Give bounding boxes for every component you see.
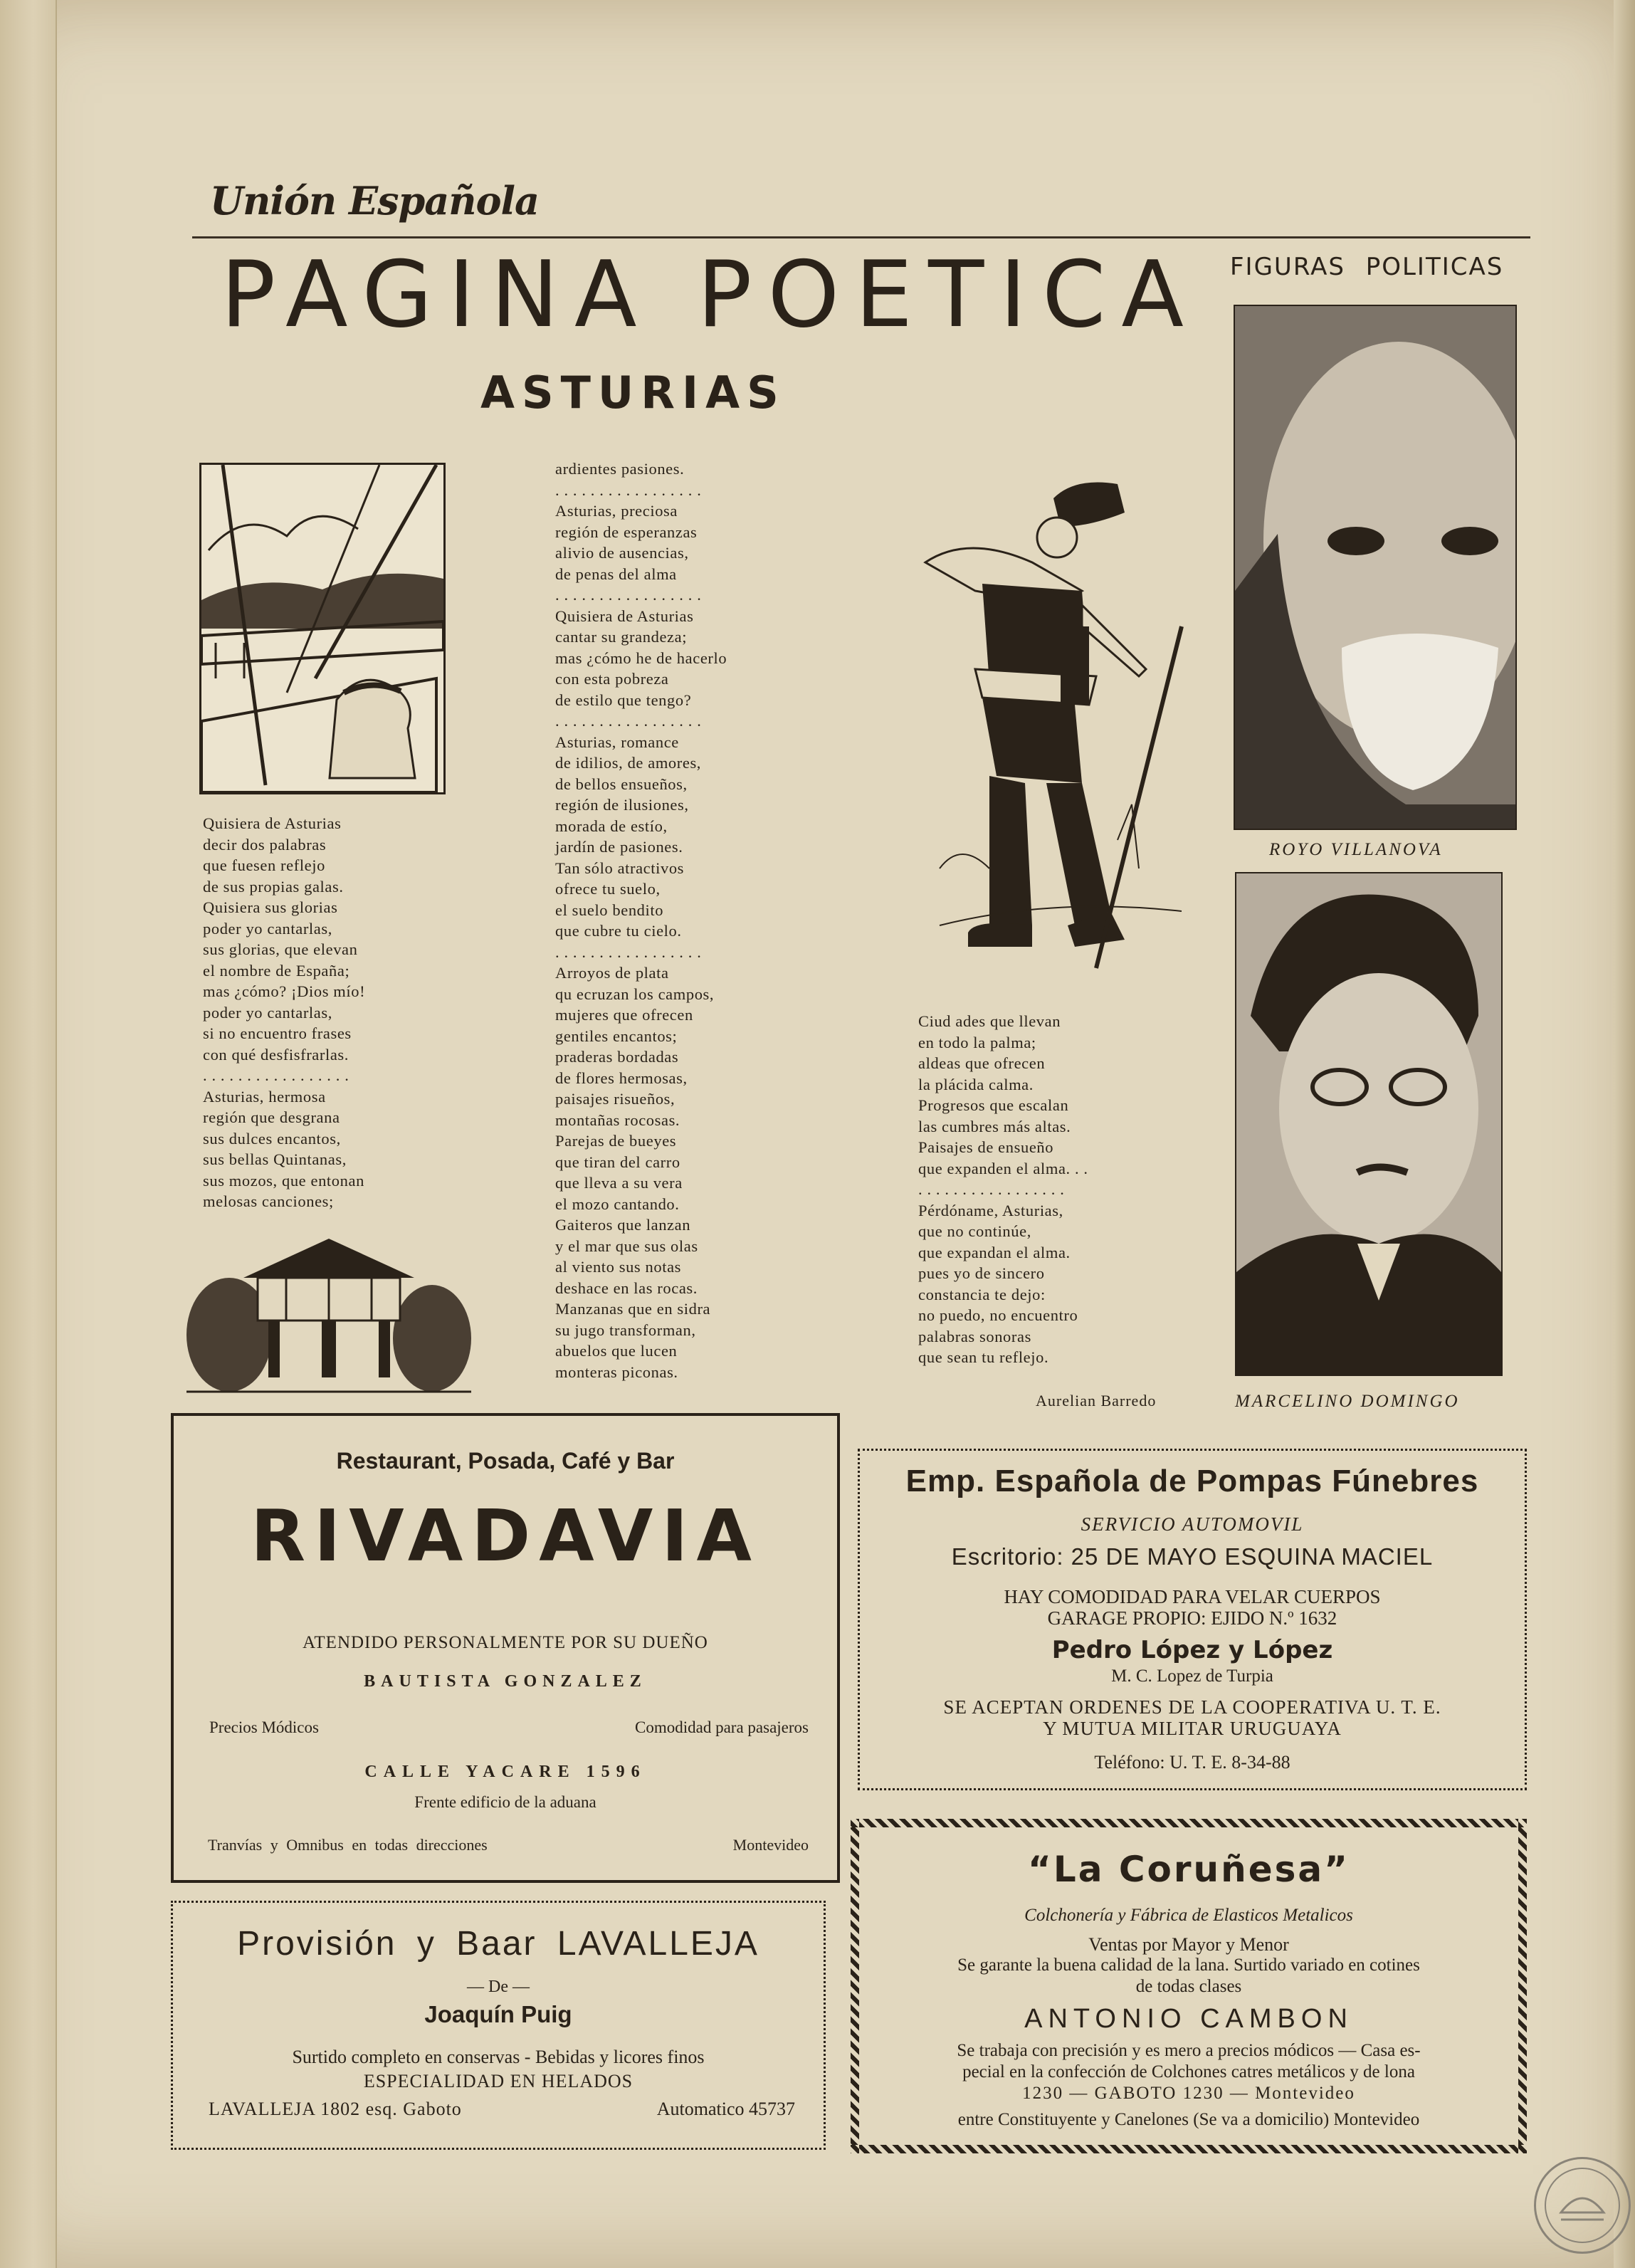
header-rule [192,236,1530,238]
ad-lavalleja [171,1901,826,2150]
side-heading: FIGURAS POLITICAS [1230,253,1504,281]
ad-rivadavia [171,1413,840,1883]
binding-spine [0,0,57,2268]
page-edge [1614,0,1635,2268]
caption-royo-villanova: ROYO VILLANOVA [1269,840,1443,859]
rivadavia-address: CALLE YACARE 1596 [364,1763,646,1781]
ad-pompas-funebres [858,1449,1527,1790]
pompas-title: Emp. Española de Pompas Fúnebres [905,1464,1479,1498]
portrait-2-image [1236,873,1501,1375]
piper-drawing [911,470,1196,982]
corunesa-line5: pecial en la confección de Colchones catres metálicos y de lona [962,2062,1415,2081]
poem-column-1: Quisiera de Asturias decir dos palabras que fuesen reflejo de sus propias galas. Quisiera sus glorias poder yo cantarlas, sus glorias, que elevan el nombre de España; mas ¿cómo? ¡Dios mío! poder yo cantarlas, si no encuentro frases con qué desfisfrarlas. . . . . . . . . . . . . . . . . . Asturias, hermosa región que desgrana sus dulces encantos, sus bellas Quintanas, sus mozos, que entonan melosas canciones; [203,814,366,1210]
corunesa-inner [859,1827,1518,2145]
portrait-marcelino-domingo [1235,872,1503,1376]
corunesa-subtitle: Colchonería y Fábrica de Elasticos Metalicos [1024,1906,1353,1925]
pompas-line2: GARAGE PROPIO: EJIDO N.º 1632 [1047,1607,1337,1629]
lavalleja-phone: Automatico 45737 [656,2099,795,2119]
piper-illustration [911,470,1196,982]
rivadavia-location: Frente edificio de la aduana [414,1793,596,1811]
rivadavia-left-note: Precios Módicos [209,1718,319,1736]
portrait-royo-villanova [1234,305,1517,830]
lavalleja-de: — De — [467,1978,530,1996]
poem-column-3: Ciud ades que llevan en todo la palma; aldeas que ofrecen la plácida calma. Progresos que escalan las cumbres más altas. Paisajes de ensueño que expanden el alma. . . . . . . . . . . . . . . . . . . . Pérdóname, Asturias, que no continúe, que expandan el alma. pues yo de sincero constancia te dejo: no puedo, no encuentro palabras sonoras que sean tu reflejo. [918,1012,1088,1366]
rivadavia-owner: BAUTISTA GONZALEZ [364,1672,647,1691]
horreo-drawing [186,1235,471,1399]
horreo-illustration [186,1235,471,1399]
caption-marcelino-domingo: MARCELINO DOMINGO [1235,1392,1460,1411]
rivadavia-bottom-right: Montevideo [732,1836,809,1854]
poem-author: Aurelian Barredo [1036,1392,1157,1409]
portrait-1-image [1235,306,1515,829]
rivadavia-name: RIVADAVIA [251,1494,760,1577]
pompas-sub: M. C. Lopez de Turpia [1111,1666,1273,1686]
lavalleja-line1: Surtido completo en conservas - Bebidas y licores finos [292,2047,705,2067]
corunesa-line6: 1230 — GABOTO 1230 — Montevideo [1022,2084,1355,2103]
corunesa-line1: Ventas por Mayor y Menor [1088,1934,1289,1955]
lavalleja-line2: ESPECIALIDAD EN HELADOS [363,2071,634,2091]
ship-illustration [199,463,446,794]
rivadavia-line1: Restaurant, Posada, Café y Bar [336,1448,675,1474]
poem-column-2: ardientes pasiones. . . . . . . . . . . . . . . . . . Asturias, preciosa región de esperanzas alivio de ausencias, de penas del alma . . . . . . . . . . . . . . . . . Quisiera de Asturias cantar su grandeza; mas ¿cómo he de hacerlo con esta pobreza de estilo que tengo? . . . . . . . . . . . . . . . . . Asturias, romance de idilios, de amores, de bellos ensueños, región de ilusiones, morada de estío, jardín de pasiones. Tan sólo atractivos ofrece tu suelo, el suelo bendito que cubre tu cielo. . . . . . . . . . . . . . . . . . Arroyos de plata qu ecruzan los campos, mujeres que ofrecen gentiles encantos; praderas bordadas de flores hermosas, paisajes risueños, montañas rocosas. Parejas de bueyes que tiran del carro que lleva a su vera el mozo cantando. Gaiteros que lanzan y el mar que sus olas al viento sus notas deshace en las rocas. Manzanas que en sidra su jugo transforman, abuelos que lucen monteras piconas. [555,460,727,1381]
rivadavia-line2: ATENDIDO PERSONALMENTE POR SU DUEÑO [303,1633,708,1652]
library-seal [1534,2157,1631,2254]
corunesa-line7: entre Constituyente y Canelones (Se va a domicilio) Montevideo [957,2110,1420,2129]
pompas-owner: Pedro López y López [1051,1636,1333,1664]
pompas-office: Escritorio: 25 DE MAYO ESQUINA MACIEL [951,1543,1434,1570]
lavalleja-owner: Joaquín Puig [424,2001,572,2027]
rivadavia-right-note: Comodidad para pasajeros [635,1718,809,1736]
corunesa-line2: Se garante la buena calidad de la lana. Surtido variado en cotines [957,1955,1420,1975]
poem-title: ASTURIAS [480,367,786,419]
page-title: PAGINA POETICA [221,242,1199,348]
pompas-line4: Y MUTUA MILITAR URUGUAYA [1043,1718,1342,1739]
seal-emblem [1536,2159,1629,2252]
masthead: Unión Española [210,178,540,224]
corunesa-owner: ANTONIO CAMBON [1024,2004,1353,2034]
pompas-line3: SE ACEPTAN ORDENES DE LA COOPERATIVA U. T. E. [943,1696,1441,1718]
lavalleja-address: LAVALLEJA 1802 esq. Gaboto [209,2099,462,2119]
pompas-service: SERVICIO AUTOMOVIL [1081,1513,1304,1535]
lavalleja-title: Provisión y Baar LAVALLEJA [237,1925,759,1963]
rivadavia-bottom-left: Tranvías y Omnibus en todas direcciones [208,1836,488,1854]
corunesa-line3: de todas clases [1135,1977,1242,1996]
pompas-phone: Teléfono: U. T. E. 8-34-88 [1094,1752,1290,1773]
pompas-line1: HAY COMODIDAD PARA VELAR CUERPOS [1004,1586,1381,1607]
corunesa-title: “La Coruñesa” [1027,1849,1350,1890]
ship-drawing [201,465,443,792]
ad-la-corunesa [851,1819,1527,2153]
corunesa-line4: Se trabaja con precisión y es mero a precios módicos — Casa es- [957,2041,1421,2060]
